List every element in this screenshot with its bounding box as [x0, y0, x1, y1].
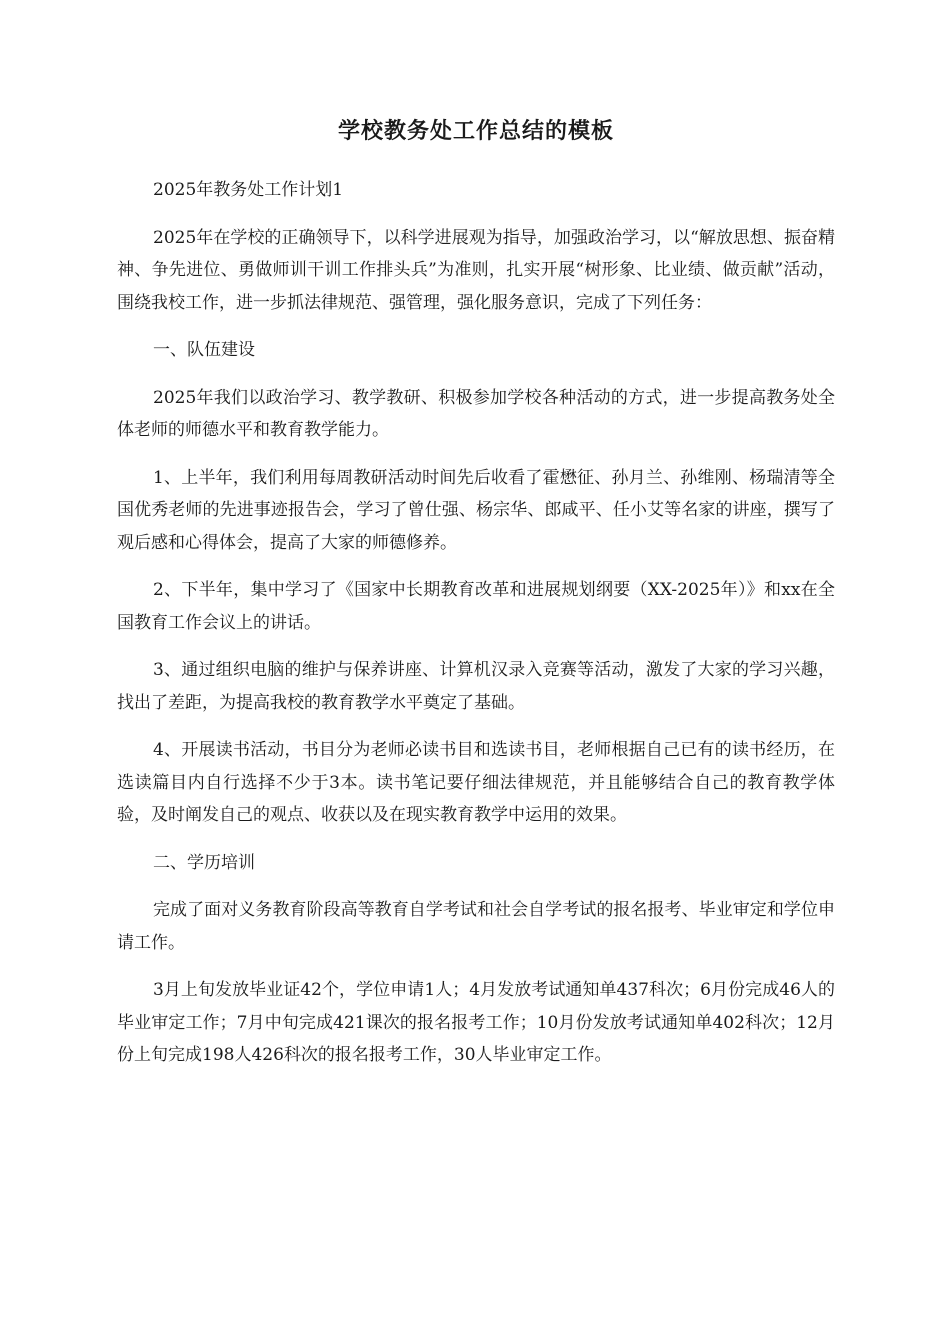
- document-title: 学校教务处工作总结的模板: [337, 118, 614, 144]
- list-item-reading-activity: 4、开展读书活动，书目分为老师必读书目和选读书目，老师根据自己已有的读书经历，在选读篇目内自行选择不少于3本。读书笔记要仔细法律规范，并且能够结合自己的教育教学体验，及时阐发自己的观点、收获以及在现实教育教学中运用的效果。: [117, 740, 835, 825]
- paragraph-intro: 2025年在学校的正确领导下，以科学进展观为指导，加强政治学习，以“解放思想、振奋精神、争先进位、勇做师训干训工作排头兵”为准则，扎实开展“树形象、比业绩、做贡献”活动，围绕我校工作，进一步抓法律规范、强管理，强化服务意识，完成了下列任务：: [117, 227, 835, 313]
- list-item-computer-training: 3、通过组织电脑的维护与保养讲座、计算机汉录入竞赛等活动，激发了大家的学习兴趣，找出了差距，为提高我校的教育教学水平奠定了基础。: [117, 660, 835, 713]
- paragraph-plan-heading: 2025年教务处工作计划1: [153, 180, 344, 200]
- paragraph-team-building: 2025年我们以政治学习、教学教研、积极参加学校各种活动的方式，进一步提高教务处全体老师的师德水平和教育教学能力。: [117, 387, 835, 440]
- section-heading-team-building: 一、队伍建设: [153, 340, 255, 360]
- list-item-first-half: 1、上半年，我们利用每周教研活动时间先后收看了霍懋征、孙月兰、孙维刚、杨瑞清等全国优秀老师的先进事迹报告会，学习了曾仕强、杨宗华、郎咸平、任小艾等名家的讲座，撰写了观后感和心得体会，提高了大家的师德修养。: [117, 467, 835, 553]
- document-page: [117, 112, 835, 1087]
- paragraph-degree-training: 完成了面对义务教育阶段高等教育自学考试和社会自学考试的报名报考、毕业审定和学位申请工作。: [117, 900, 835, 953]
- list-item-second-half: 2、下半年，集中学习了《国家中长期教育改革和进展规划纲要（XX-2025年）》和xx在全国教育工作会议上的讲话。: [117, 580, 835, 633]
- paragraph-statistics: 3月上旬发放毕业证42个，学位申请1人；4月发放考试通知单437科次；6月份完成46人的毕业审定工作；7月中旬完成421课次的报名报考工作；10月份发放考试通知单402科次；12月份上旬完成198人426科次的报名报考工作，30人毕业审定工作。: [117, 980, 835, 1065]
- section-heading-degree-training: 二、学历培训: [153, 852, 255, 873]
